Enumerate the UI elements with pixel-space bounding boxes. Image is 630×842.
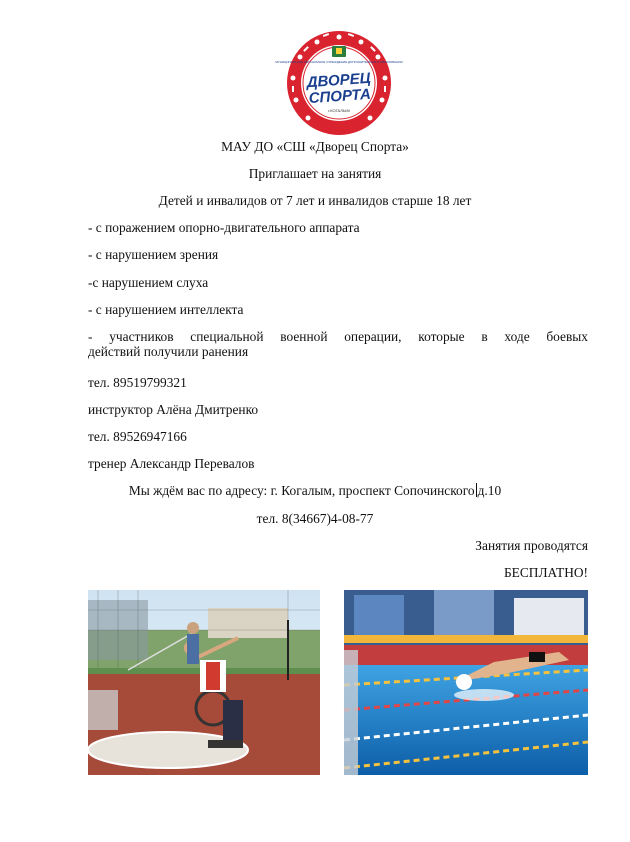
instructor-name: инструктор Алёна Дмитренко: [88, 402, 259, 417]
dvorets-sporta-logo: [275, 30, 403, 136]
trainer-name: тренер Александр Перевалов: [88, 456, 255, 471]
logo-top-text: МУНИЦИПАЛЬНОЕ АВТОНОМНОЕ УЧРЕЖДЕНИЕ ДОПОЛНИТЕЛЬНОГО ОБРАЗОВАНИЯ: [275, 60, 403, 64]
footer-line1: Занятия проводятся: [475, 538, 588, 553]
condition-item: - с поражением опорно-двигательного аппарата: [88, 220, 360, 235]
phone-1: тел. 89519799321: [88, 375, 187, 390]
footer-line2: БЕСПЛАТНО!: [503, 565, 588, 580]
org-name: МАУ ДО «СШ «Дворец Спорта»: [221, 139, 409, 154]
photo-wheelchair-javelin: [88, 590, 320, 775]
address-part2: д.10: [477, 483, 502, 498]
svo-line1: - участников специальной военной операции, которые в ходе боевых: [88, 329, 588, 344]
phone-2: тел. 89526947166: [88, 429, 187, 444]
logo-city: г.КОГАЛЫМ: [328, 108, 350, 113]
address-line: [0, 483, 630, 499]
photo-swimming-pool: [344, 590, 588, 775]
condition-item: - с нарушением зрения: [88, 247, 219, 262]
address-part1: Мы ждём вас по адресу: г. Когалым, проспект Сопочинского: [128, 483, 475, 498]
condition-item: -с нарушением слуха: [88, 275, 209, 290]
address-phone: тел. 8(34667)4-08-77: [256, 511, 374, 526]
logo-title-line1: ДВОРЕЦ: [306, 69, 372, 92]
svo-line2: действий получили ранения: [88, 344, 249, 359]
invite-line: Приглашает на занятия: [248, 166, 382, 181]
audience-line: Детей и инвалидов от 7 лет и инвалидов старше 18 лет: [158, 193, 472, 208]
condition-item: - с нарушением интеллекта: [88, 302, 244, 317]
logo-title-line2: СПОРТА: [308, 85, 372, 108]
text-caret: [476, 483, 477, 497]
